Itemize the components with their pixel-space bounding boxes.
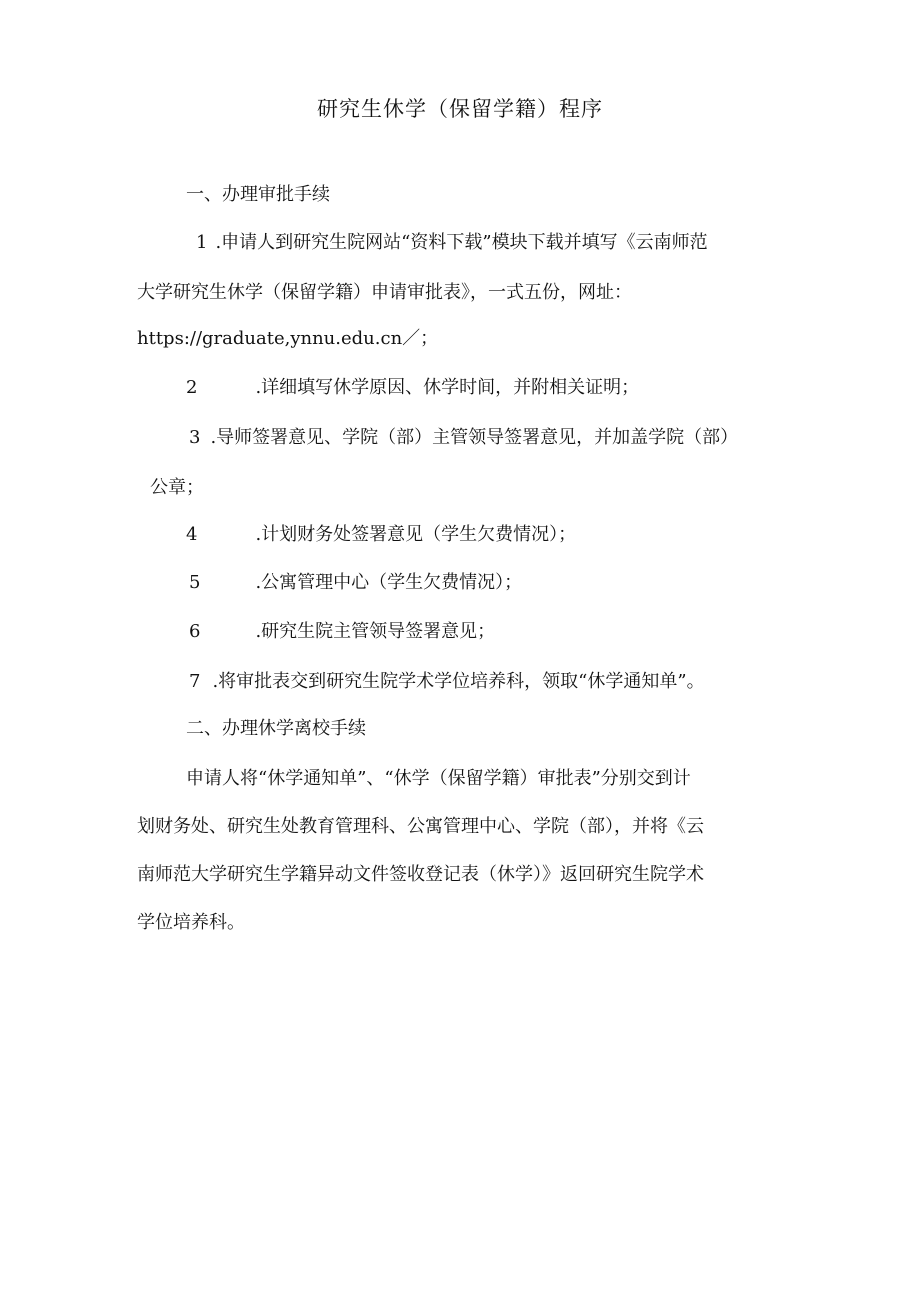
- section-2-heading: 二、办理休学离校手续: [186, 718, 366, 739]
- item-text: .详细填写休学原因、休学时间，并附相关证明；: [255, 377, 640, 398]
- item-text: .计划财务处签署意见（学生欠费情况）；: [255, 524, 577, 545]
- item-number: 4: [186, 524, 198, 545]
- item-text: .申请人到研究生院网站“资料下载”模块下载并填写《云南师范: [215, 232, 708, 253]
- list-item-7: [189, 667, 705, 697]
- item-number: 3: [189, 427, 201, 448]
- list-item-2: [186, 373, 639, 403]
- list-item-1-line-2: 大学研究生休学（保留学籍）申请审批表》，一式五份，网址：: [137, 282, 632, 303]
- item-number: 1: [196, 232, 208, 253]
- section-2-paragraph-line-2: 划财务处、研究生处教育管理科、公寓管理中心、学院（部），并将《云: [137, 816, 704, 837]
- list-item-6: [189, 617, 495, 647]
- list-item-3-line-2: 公章；: [150, 477, 204, 498]
- item-text: .将审批表交到研究生院学术学位培养科，领取“休学通知单”。: [212, 671, 705, 692]
- section-2-paragraph-line-3: 南师范大学研究生学籍异动文件签收登记表（休学）》返回研究生院学术: [137, 864, 704, 885]
- list-item-4: [186, 520, 576, 550]
- section-2-paragraph-line-4: 学位培养科。: [137, 912, 245, 933]
- item-number: 2: [186, 377, 198, 398]
- section-1-heading: 一、办理审批手续: [186, 184, 330, 205]
- item-number: 5: [189, 572, 201, 593]
- list-item-5: [189, 568, 522, 598]
- item-number: 7: [189, 671, 201, 692]
- item-number: 6: [189, 621, 201, 642]
- section-2-paragraph-line-1: 申请人将“休学通知单”、“休学（保留学籍）审批表”分别交到计: [186, 768, 691, 789]
- item-text: .公寓管理中心（学生欠费情况）；: [255, 572, 523, 593]
- item-text: .研究生院主管领导签署意见；: [255, 621, 496, 642]
- list-item-3: [189, 423, 738, 453]
- item-text: .导师签署意见、学院（部）主管领导签署意见，并加盖学院（部）: [210, 427, 739, 448]
- list-item-1: [196, 228, 708, 258]
- list-item-1-url: https://graduate,ynnu.edu.cn／；: [137, 328, 439, 349]
- document-title: 研究生休学（保留学籍）程序: [317, 97, 603, 121]
